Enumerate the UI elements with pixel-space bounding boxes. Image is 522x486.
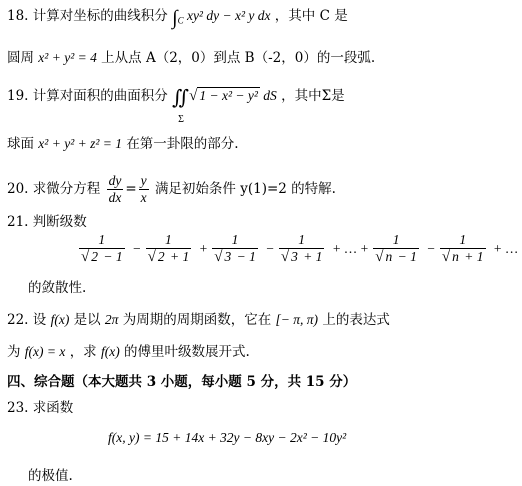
q19-line2-a: 球面: [7, 136, 34, 152]
q23-number: 23.: [7, 400, 29, 416]
q23-line: [7, 398, 73, 418]
q19-ds: dS: [263, 88, 277, 103]
q18-line2: [7, 48, 375, 68]
q21-conclusion: [28, 278, 86, 298]
q22-line2-a: 为: [7, 344, 21, 360]
q22-def: f(x) = x: [24, 344, 66, 359]
q19-integral: ∬ Σ √ 1 − x² − y² dS: [172, 88, 277, 103]
q18-text-a: 计算对坐标的曲线积分: [32, 8, 168, 24]
q22-fx: f(x): [50, 312, 70, 327]
q19-radicand: 1 − x² − y²: [199, 88, 258, 103]
series-term: $\frac{1}{√ 2 - 1}$: [81, 232, 123, 265]
q19-line2: [7, 134, 239, 154]
q20-text-a: 求微分方程: [32, 181, 101, 197]
q18-text-b: ，其中 C 是: [274, 8, 348, 24]
q18-integrand: xy² dy − x² y dx: [186, 8, 271, 23]
q19-surface-label: Σ: [178, 114, 184, 125]
q18-circle-eq: x² + y² = 4: [38, 50, 97, 65]
q20-line: 20. 求微分方程 $\frac{dy}{dx}$ = $\frac{y}{x}$ 满足初始条件 y(1)=2 的特解.: [7, 173, 336, 205]
series-op: −: [132, 240, 141, 256]
q21-conclusion-text: 的敛散性.: [28, 280, 87, 296]
series-term: $\frac{1}{√ 3 + 1}$: [280, 232, 323, 265]
q22-period: 2π: [104, 312, 119, 327]
q18-line2-b: 上从点 A（2，0）到点 B（-2，0）的一段弧.: [101, 50, 376, 66]
q20-dydx: $\frac{dy}{dx}$: [108, 173, 122, 205]
q22-text-d: 上的表达式: [322, 312, 390, 328]
q18-integral: $\int_C$ xy² dy − x² y dx: [172, 7, 271, 29]
series-term: $\frac{1}{√ n - 1}$: [375, 232, 417, 265]
q19-number: 19.: [7, 88, 29, 104]
q23-conclusion-text: 的极值.: [28, 468, 73, 484]
series-op: [70, 241, 78, 256]
q23-text: 求函数: [32, 400, 74, 416]
q22-number: 22.: [7, 312, 29, 328]
q22-interval: [− π, π): [275, 312, 319, 327]
q19-line1: [7, 86, 345, 125]
q20-yx: $\frac{y}{x}$: [140, 173, 147, 205]
q19-text-b: ，其中Σ是: [281, 88, 345, 104]
q22-text-a: 设: [32, 312, 47, 328]
q22-line2: [7, 342, 250, 362]
q18-line2-a: 圆周: [7, 50, 34, 66]
q20-number: 20.: [7, 181, 29, 197]
series-term: $\frac{1}{√ 2 + 1}$: [147, 232, 190, 265]
q22-line2-c: 的傅里叶级数展开式.: [124, 344, 250, 360]
series-term: $\frac{1}{√ n + 1}$: [441, 232, 484, 265]
series-op: + … +: [332, 240, 369, 256]
q22-text-c: 为周期的周期函数，它在: [122, 312, 272, 328]
series-op: −: [427, 240, 435, 256]
q19-sphere-eq: x² + y² + z² = 1: [38, 136, 123, 151]
q18-number: 18.: [7, 8, 29, 24]
q20-text-b: 满足初始条件 y(1)=2 的特解.: [154, 181, 336, 197]
series-op: −: [266, 240, 274, 256]
q21-number: 21.: [7, 214, 29, 230]
q22-line2-b: ，求: [69, 344, 97, 360]
q21-series: [70, 232, 522, 265]
q21-text: 判断级数: [32, 214, 87, 230]
series-trail: + …: [493, 240, 519, 256]
q22-line1: [7, 310, 390, 330]
q22-fx2: f(x): [100, 344, 120, 359]
series-op: +: [199, 240, 208, 256]
q18-line1: [7, 6, 348, 28]
q22-text-b: 是以: [73, 312, 101, 328]
q21-line: [7, 212, 87, 232]
q23-formula: f(x, y) = 15 + 14x + 32y − 8xy − 2x² − 10y²: [108, 430, 347, 445]
q23-conclusion: [28, 466, 73, 486]
q19-text-a: 计算对面积的曲面积分: [32, 88, 168, 104]
q19-line2-b: 在第一卦限的部分.: [126, 136, 239, 152]
section4-heading: 四、综合题（本大题共 3 小题，每小题 5 分，共 15 分）: [7, 374, 357, 390]
series-term: $\frac{1}{√ 3 - 1}$: [214, 232, 256, 265]
